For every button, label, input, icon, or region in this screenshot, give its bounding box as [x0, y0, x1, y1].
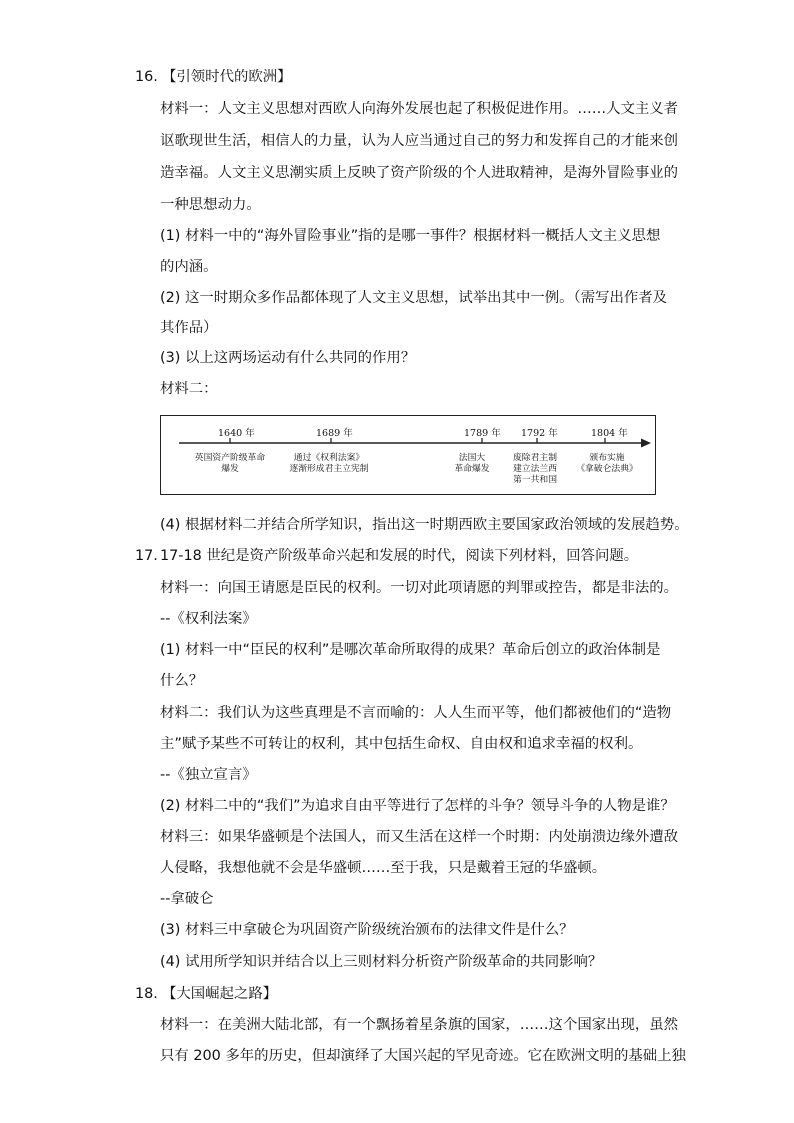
timeline-year: 1804 年	[591, 428, 628, 439]
text-line: 其作品）	[160, 320, 218, 336]
text-line: 讴歌现世生活，相信人的力量，认为人应当通过自己的努力和发挥自己的才能来创	[160, 133, 679, 149]
text-line: (3) 以上这两场运动有什么共同的作用？	[160, 350, 416, 366]
text-line: (1) 材料一中的“海外冒险事业”指的是哪一事件？根据材料一概括人文主义思想	[160, 228, 661, 244]
question-number: 17.	[135, 548, 158, 564]
timeline-event	[269, 453, 389, 475]
timeline-event-line: 建立法兰西	[513, 464, 557, 474]
text-line: 材料三：如果华盛顿是个法国人，而又生活在这样一个时期：内处崩溃边缘外遭敌	[160, 829, 679, 845]
text-line: (2) 这一时期众多作品都体现了人文主义思想，试举出其中一例。（需写出作者及	[160, 290, 668, 306]
text-line: 人侵略，我想他就不会是华盛顿……至于我，只是戴着王冠的华盛顿。	[160, 860, 607, 876]
question-number: 18.	[135, 986, 158, 1002]
text-line: (1) 材料一中“臣民的权利”是哪次革命所取得的成果？革命后创立的政治体制是	[160, 642, 661, 658]
timeline-event-line: 英国资产阶级革命	[194, 453, 266, 463]
timeline-event-line: 颁布实施	[589, 453, 625, 463]
text-line: 材料一：人文主义思想对西欧人向海外发展也起了积极促进作用。……人文主义者	[160, 101, 679, 117]
text-line: --《独立宣言》	[160, 767, 257, 783]
text-line: --拿破仑	[160, 891, 214, 907]
timeline-event-line: 《拿破仑法典》	[576, 464, 638, 474]
timeline-event-line: 革命爆发	[454, 464, 490, 474]
timeline-event-line: 第一共和国	[513, 475, 557, 485]
text-line: 造幸福。人文主义思潮实质上反映了资产阶级的个人进取精神，是海外冒险事业的	[160, 165, 679, 181]
timeline-event-line: 逐渐形成君主立宪制	[289, 464, 369, 474]
timeline-figure	[160, 415, 656, 495]
text-line: 17-18 世纪是资产阶级革命兴起和发展的时代，阅读下列材料，回答问题。	[160, 548, 639, 564]
text-line: 材料二：我们认为这些真理是不言而喻的：人人生而平等，他们都被他们的“造物	[160, 705, 672, 721]
text-line: (4) 试用所学知识并结合以上三则材料分析资产阶级革命的共同影响？	[160, 954, 603, 970]
timeline-event-line: 法国大	[458, 453, 486, 463]
text-line: 的内涵。	[160, 259, 218, 275]
timeline-event-line: 废除君主制	[513, 453, 557, 463]
text-line: --《权利法案》	[160, 611, 257, 627]
timeline-event	[447, 453, 497, 475]
timeline-event	[569, 453, 645, 475]
timeline-year: 1792 年	[521, 428, 558, 439]
text-line: 什么？	[160, 673, 204, 689]
text-line: 一种思想动力。	[160, 197, 261, 213]
text-line: 主”赋予某些不可转让的权利，其中包括生命权、自由权和追求幸福的权利。	[160, 736, 643, 752]
timeline-year: 1789 年	[464, 428, 501, 439]
text-line: 只有 200 多年的历史，但却演绎了大国兴起的罕见奇迹。它在欧洲文明的基础上独	[160, 1048, 686, 1064]
timeline-event-line: 通过《权利法案》	[293, 453, 365, 463]
timeline-event	[503, 453, 567, 486]
text-line: (2) 材料二中的“我们”为追求自由平等进行了怎样的斗争？领导斗争的人物是谁？	[160, 798, 675, 814]
timeline-year: 1640 年	[218, 428, 255, 439]
question-title: 【大国崛起之路】	[162, 986, 278, 1002]
text-line: (4) 根据材料二并结合所学知识，指出这一时期西欧主要国家政治领域的发展趋势。	[160, 517, 689, 533]
timeline-event-line: 爆发	[221, 464, 239, 474]
text-line: (3) 材料三中拿破仑为巩固资产阶级统治颁布的法律文件是什么？	[160, 922, 574, 938]
question-title: 【引领时代的欧洲】	[162, 69, 292, 85]
text-line: 材料二：	[160, 381, 218, 397]
timeline-year: 1689 年	[316, 428, 353, 439]
text-line: 材料一：在美洲大陆北部，有一个飘扬着星条旗的国家，……这个国家出现，虽然	[160, 1017, 679, 1033]
question-number: 16.	[135, 69, 158, 85]
text-line: 材料一：向国王请愿是臣民的权利。一切对此项请愿的判罪或控告，都是非法的。	[160, 580, 679, 596]
